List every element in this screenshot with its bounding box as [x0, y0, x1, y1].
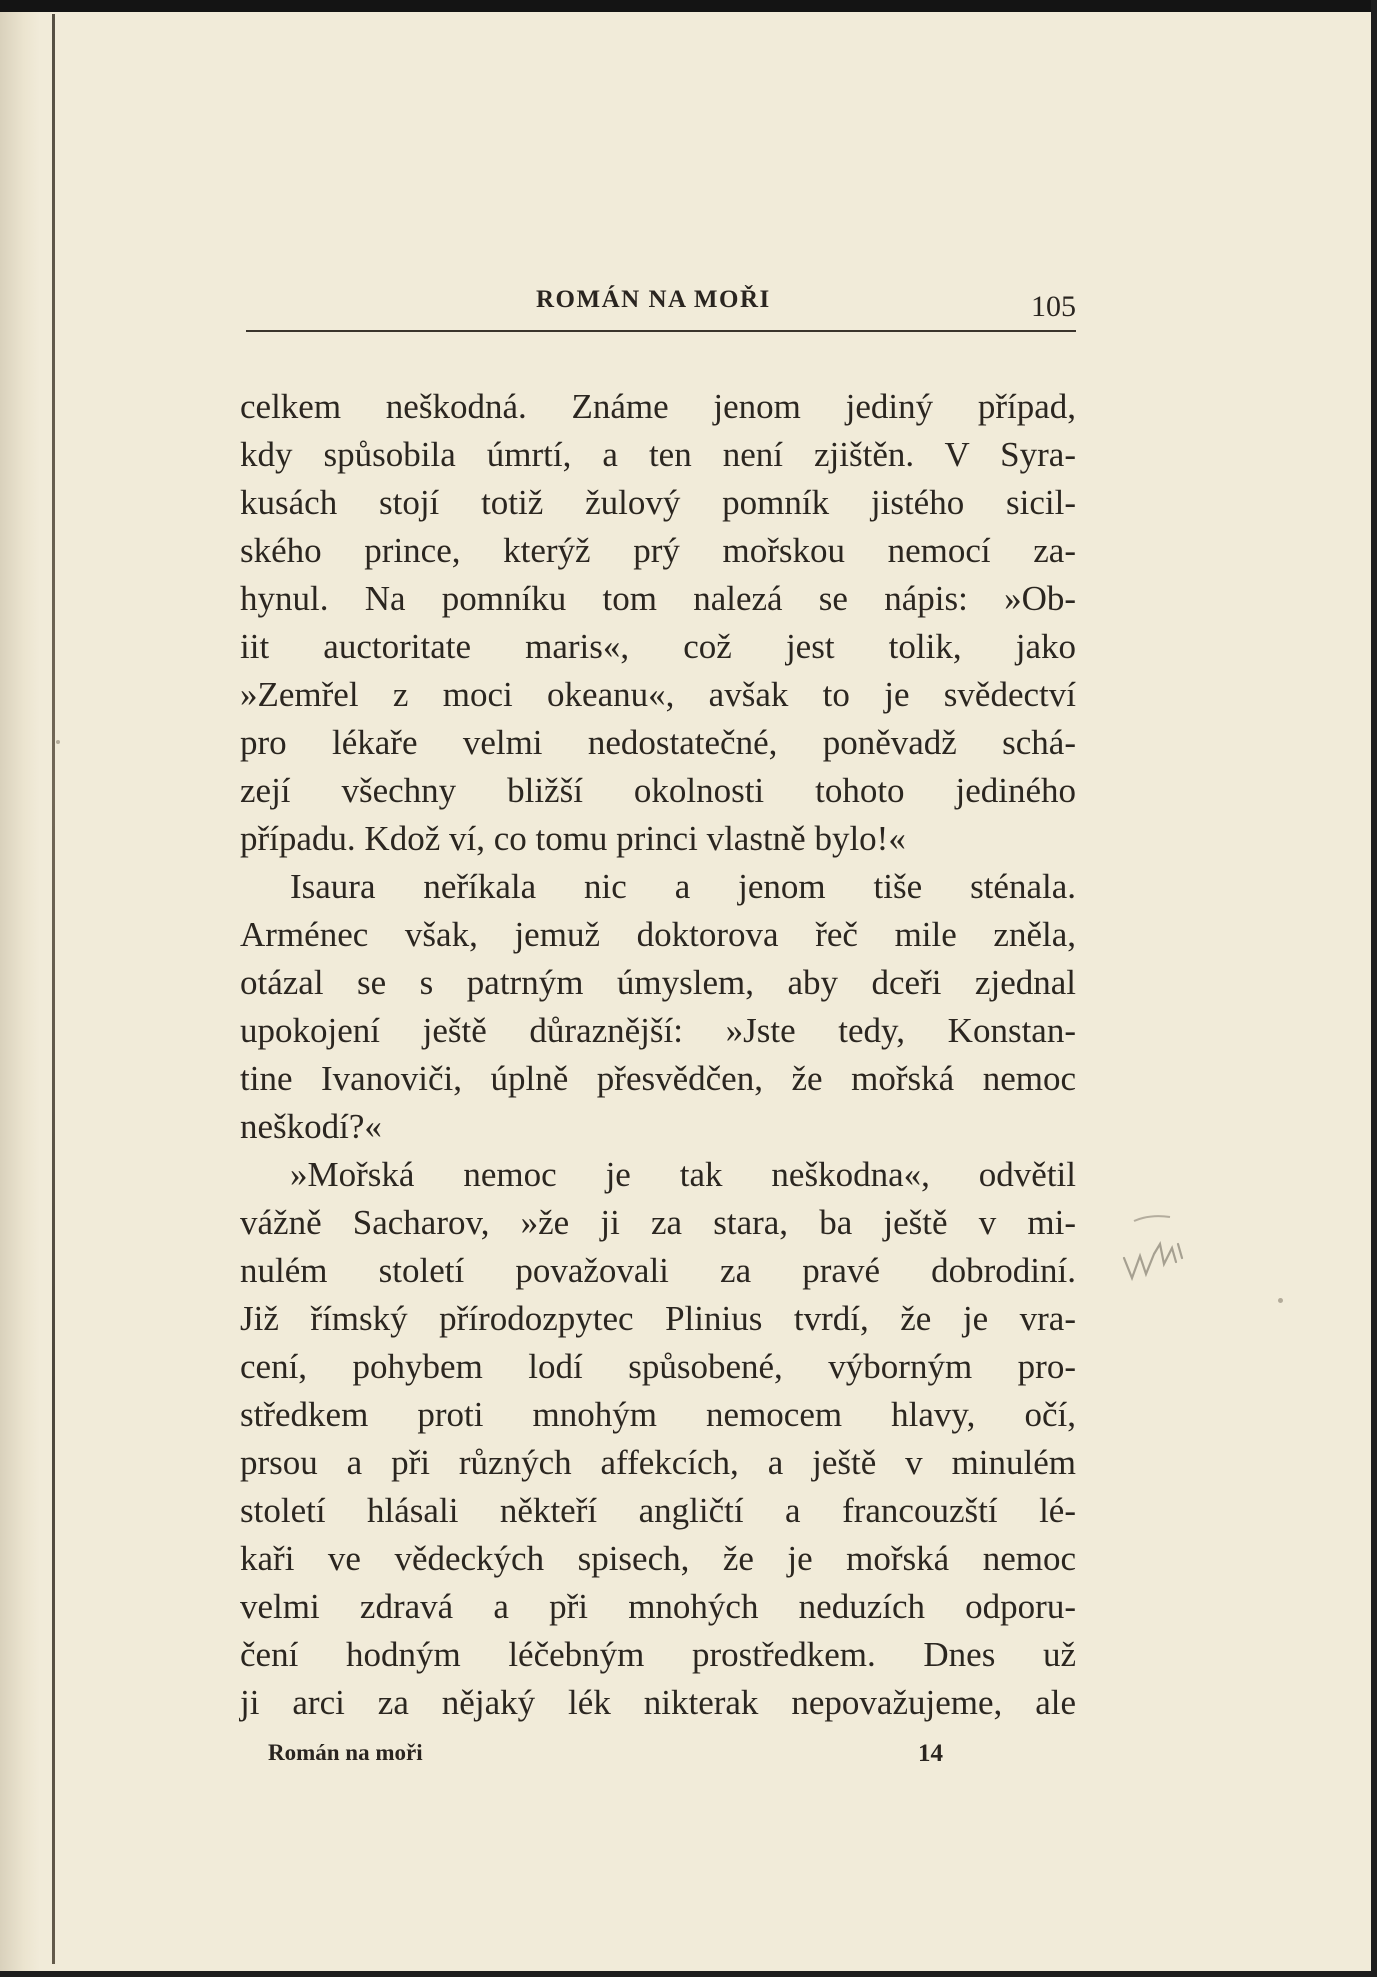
text-line: středkem proti mnohým nemocem hlavy, očí, — [240, 1395, 1076, 1434]
header-rule — [246, 330, 1076, 332]
text-line: tine Ivanoviči, úplně přesvědčen, že mořská nemoc — [240, 1059, 1076, 1098]
footer-book-title: Román na moři — [268, 1740, 423, 1765]
text-line: Arménec však, jemuž doktorova řeč mile zněla, — [240, 915, 1076, 954]
paragraph-start-line: »Mořská nemoc je tak neškodna«, odvětil — [290, 1155, 1076, 1194]
text-line: prsou a při různých affekcích, a ještě v minulém — [240, 1443, 1076, 1482]
page-number: 105 — [1031, 290, 1076, 323]
text-line: hynul. Na pomníku tom nalezá se nápis: »Ob- — [240, 579, 1076, 618]
text-line: celkem neškodná. Známe jenom jediný případ, — [240, 387, 1076, 426]
pencil-dash-mark — [1132, 1212, 1172, 1224]
text-line: nulém století považovali za pravé dobrodiní. — [240, 1251, 1076, 1290]
paragraph-start-line: Isaura neříkala nic a jenom tiše sténala. — [290, 867, 1076, 906]
text-line: kusách stojí totiž žulový pomník jistého sicil- — [240, 483, 1076, 522]
text-line: čení hodným léčebným prostředkem. Dnes už — [240, 1635, 1076, 1674]
text-line: případu. Kdož ví, co tomu princi vlastně bylo!« — [240, 819, 906, 858]
text-line: Již římský přírodozpytec Plinius tvrdí, že je vra- — [240, 1299, 1076, 1338]
text-line: neškodí?« — [240, 1107, 382, 1146]
scan-top-border — [0, 0, 1377, 12]
page-binding-shadow — [0, 0, 40, 1977]
pencil-margin-scribble — [1120, 1238, 1200, 1288]
text-line: iit auctoritate maris«, což jest tolik, jako — [240, 627, 1076, 666]
scan-bottom-border — [0, 1971, 1377, 1977]
text-line: ského prince, kterýž prý mořskou nemocí za- — [240, 531, 1076, 570]
body-text — [240, 383, 1076, 1727]
paper-speck — [1278, 1298, 1283, 1303]
text-line: »Zemřel z moci okeanu«, avšak to je svědectví — [240, 675, 1076, 714]
text-line: otázal se s patrným úmyslem, aby dceři zjednal — [240, 963, 1076, 1002]
text-line: století hlásali někteří angličtí a francouzští lé- — [240, 1491, 1076, 1530]
page-header — [246, 282, 1076, 332]
text-line: velmi zdravá a při mnohých neduzích odporu- — [240, 1587, 1076, 1626]
text-line: ji arci za nějaký lék nikterak nepovažujeme, ale — [240, 1683, 1076, 1722]
text-line: kaři ve vědeckých spisech, že je mořská nemoc — [240, 1539, 1076, 1578]
paper-speck — [56, 740, 60, 744]
text-line: cení, pohybem lodí spůsobené, výborným pro- — [240, 1347, 1076, 1386]
running-head: ROMÁN NA MOŘI — [536, 286, 771, 313]
text-line: kdy spůsobila úmrtí, a ten není zjištěn. V Syra- — [240, 435, 1076, 474]
text-line: zejí všechny bližší okolnosti tohoto jediného — [240, 771, 1076, 810]
text-line: pro lékaře velmi nedostatečné, poněvadž schá- — [240, 723, 1076, 762]
text-line: upokojení ještě důraznější: »Jste tedy, Konstan- — [240, 1011, 1076, 1050]
footer-signature-mark: 14 — [918, 1740, 943, 1767]
scan-right-border — [1371, 0, 1377, 1977]
page-gutter-line — [52, 14, 55, 1964]
text-line: vážně Sacharov, »že ji za stara, ba ještě v mi- — [240, 1203, 1076, 1242]
